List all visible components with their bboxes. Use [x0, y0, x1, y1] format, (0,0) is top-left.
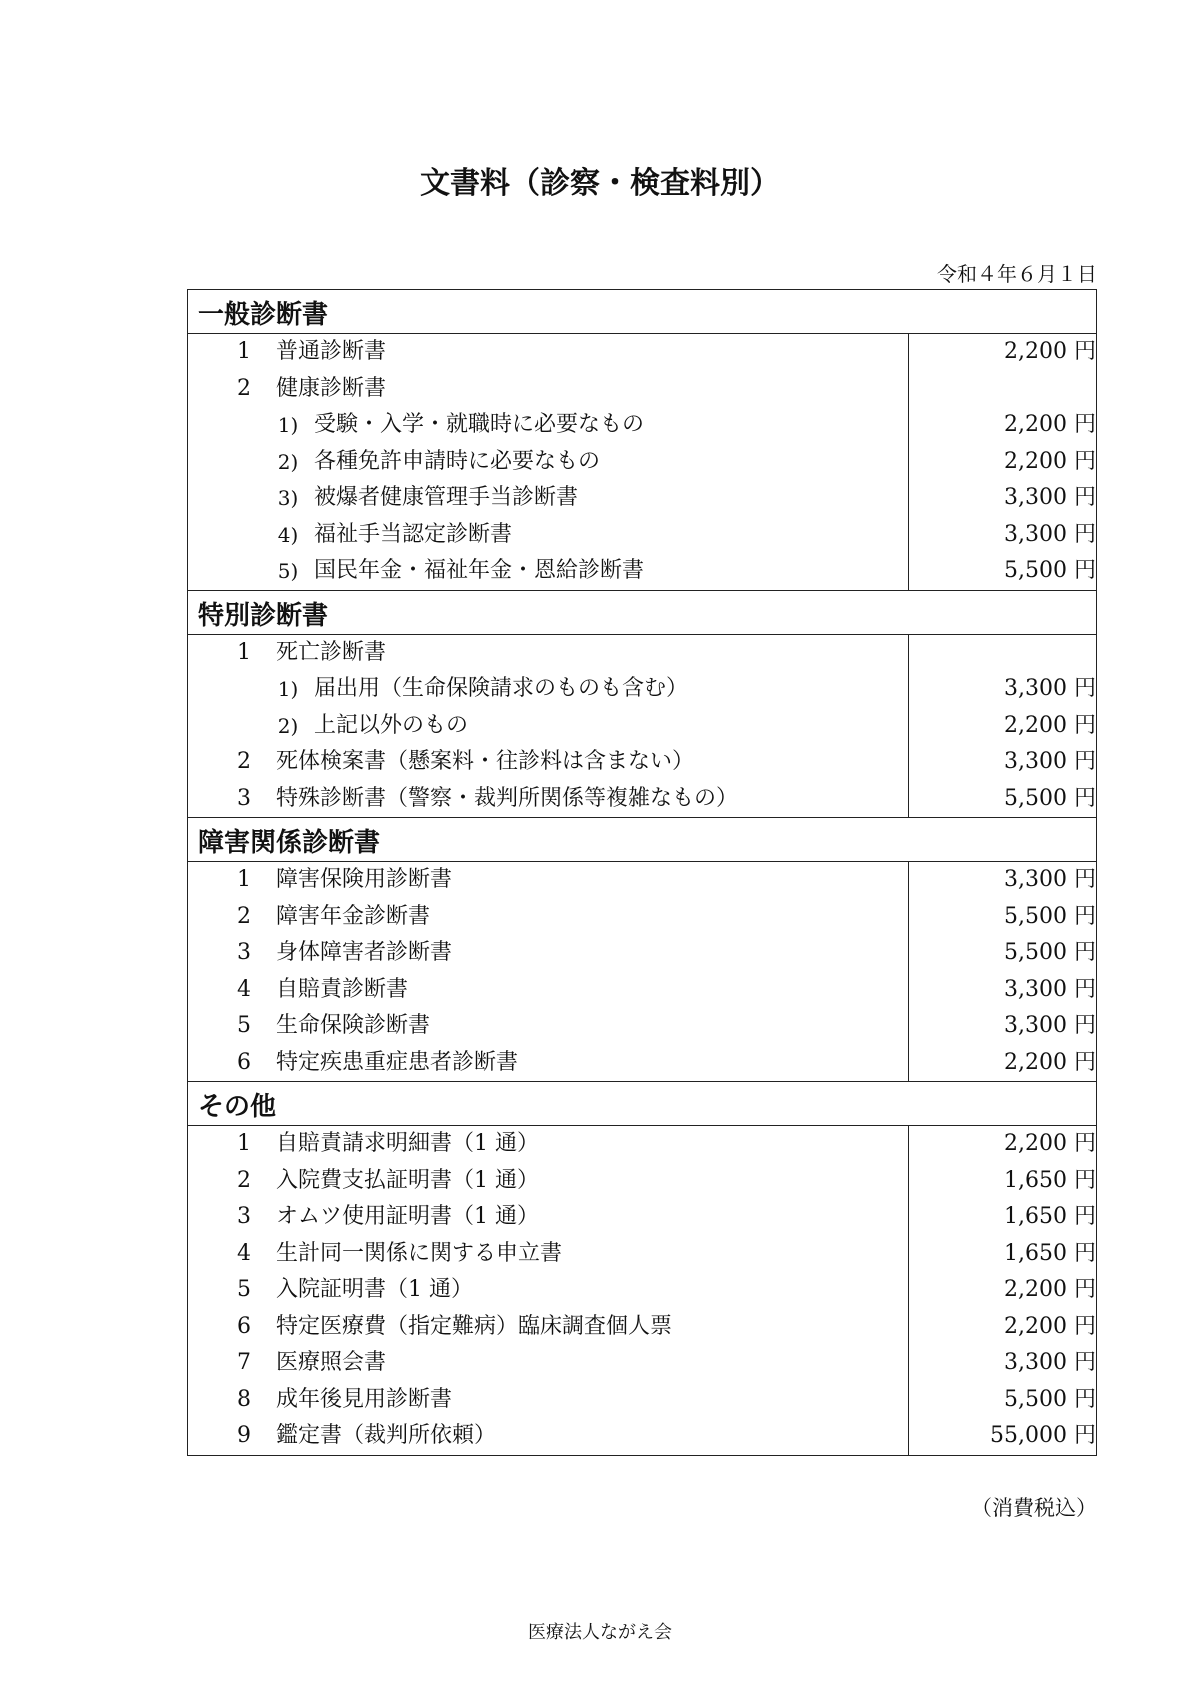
item-number: 2 [237, 1167, 251, 1193]
item-number: 8 [237, 1386, 251, 1412]
item-label: 普通診断書 [276, 339, 387, 364]
page-title: 文書料（診察・検査料別） [420, 166, 780, 201]
sub-list-item [188, 444, 908, 481]
item-price [909, 371, 1096, 408]
item-number: 3) [277, 486, 299, 510]
item-price: 2,200 円 [1004, 1049, 1097, 1075]
section-header [188, 818, 1097, 862]
sub-list-item [188, 671, 908, 708]
item-number: 5 [237, 1277, 251, 1302]
sub-list-item [188, 708, 908, 745]
footer-org-name: 医療法人ながえ会 [528, 1622, 672, 1643]
item-price: 1,650 円 [1004, 1167, 1097, 1193]
item-number: 5 [237, 1013, 251, 1038]
item-price: 3,300 円 [1004, 676, 1097, 701]
item-number: 2 [237, 375, 251, 401]
list-item [188, 781, 908, 818]
item-price: 2,200 円 [1004, 1313, 1097, 1339]
list-item [188, 899, 908, 936]
item-price: 3,300 円 [1004, 521, 1097, 547]
item-label: 特殊診断書（警察・裁判所関係等複雑なもの） [276, 785, 739, 811]
item-number: 2) [277, 449, 299, 474]
list-item [188, 862, 908, 899]
item-number: 6 [237, 1313, 251, 1339]
section-heading: 一般診断書 [188, 290, 1097, 334]
sub-list-item [188, 517, 908, 554]
item-label: 届出用（生命保険請求のものも含む） [314, 676, 689, 701]
item-price: 3,300 円 [1004, 749, 1097, 774]
item-number: 4 [237, 976, 251, 1002]
item-price: 5,500 円 [1004, 785, 1097, 811]
list-item [188, 635, 908, 672]
item-price: 5,500 円 [1004, 940, 1097, 965]
item-label: 自賠責請求明細書（1 通） [276, 1131, 539, 1156]
item-number: 3 [237, 785, 251, 811]
item-label: 自賠責診断書 [276, 976, 409, 1002]
item-label: 医療照会書 [276, 1350, 387, 1375]
item-label: 受験・入学・就職時に必要なもの [314, 412, 645, 437]
item-label: 死体検案書（懸案料・往診料は含まない） [276, 749, 695, 774]
item-price: 5,500 円 [1004, 903, 1097, 929]
item-number: 1 [237, 867, 251, 892]
section-header [188, 290, 1097, 334]
list-item [188, 1236, 908, 1273]
item-number: 9 [237, 1423, 251, 1448]
item-price: 2,200 円 [1004, 448, 1097, 474]
price-column [909, 1126, 1097, 1456]
item-label: 上記以外のもの [314, 712, 469, 738]
list-item [188, 334, 908, 371]
list-item [188, 1008, 908, 1045]
item-column [188, 1126, 909, 1456]
section-heading: 障害関係診断書 [188, 818, 1097, 862]
item-price: 3,300 円 [1004, 1350, 1097, 1375]
item-column [188, 862, 909, 1082]
section-header [188, 590, 1097, 634]
item-number: 5) [277, 559, 299, 583]
item-number: 6 [237, 1049, 251, 1075]
section-heading: 特別診断書 [188, 590, 1097, 634]
list-item [188, 1163, 908, 1200]
sub-list-item [188, 407, 908, 444]
item-price: 5,500 円 [1004, 558, 1097, 583]
item-label: 生計同一関係に関する申立書 [276, 1240, 563, 1266]
item-price: 1,650 円 [1004, 1240, 1097, 1266]
item-label: 被爆者健康管理手当診断書 [314, 485, 579, 510]
section-body [188, 1126, 1097, 1456]
item-number: 1 [237, 639, 251, 665]
item-label: 死亡診断書 [276, 639, 387, 665]
item-label: 入院費支払証明書（1 通） [276, 1167, 539, 1193]
item-price: 3,300 円 [1004, 485, 1097, 510]
item-price: 3,300 円 [1004, 867, 1097, 892]
list-item [188, 1345, 908, 1382]
list-item [188, 1199, 908, 1236]
item-column [188, 634, 909, 818]
item-label: 特定医療費（指定難病）臨床調査個人票 [276, 1313, 673, 1339]
sub-list-item [188, 480, 908, 517]
price-column [909, 634, 1097, 818]
item-price: 1,650 円 [1004, 1204, 1097, 1229]
price-column [909, 334, 1097, 591]
item-number: 1) [277, 413, 299, 437]
item-number: 1 [237, 339, 251, 364]
item-price: 2,200 円 [1004, 412, 1097, 437]
section-body [188, 634, 1097, 818]
section-body [188, 334, 1097, 591]
item-price: 5,500 円 [1004, 1386, 1097, 1412]
item-label: 障害保険用診断書 [276, 867, 453, 892]
item-label: 鑑定書（裁判所依頼） [276, 1423, 497, 1448]
list-item [188, 371, 908, 408]
item-label: 身体障害者診断書 [276, 940, 453, 965]
sub-list-item [188, 553, 908, 590]
fee-table [187, 289, 1097, 1456]
list-item [188, 1126, 908, 1163]
list-item [188, 1418, 908, 1455]
item-number: 4) [277, 522, 299, 547]
item-label: 健康診断書 [276, 375, 387, 401]
item-price: 55,000 円 [990, 1423, 1097, 1448]
item-number: 2 [237, 903, 251, 929]
list-item [188, 744, 908, 781]
list-item [188, 1272, 908, 1309]
item-number: 3 [237, 1204, 251, 1229]
section-heading: その他 [188, 1082, 1097, 1126]
item-price: 2,200 円 [1004, 339, 1097, 364]
price-column [909, 862, 1097, 1082]
list-item [188, 935, 908, 972]
item-number: 4 [237, 1240, 251, 1266]
issue-date: 令和４年６月１日 [937, 262, 1097, 286]
tax-note: （消費税込） [971, 1496, 1097, 1520]
section-body [188, 862, 1097, 1082]
item-price: 3,300 円 [1004, 976, 1097, 1002]
item-price: 2,200 円 [1004, 1277, 1097, 1302]
item-label: 障害年金診断書 [276, 903, 431, 929]
item-number: 1 [237, 1131, 251, 1156]
item-label: 各種免許申請時に必要なもの [314, 448, 601, 474]
item-label: 成年後見用診断書 [276, 1386, 453, 1412]
item-price [909, 635, 1096, 672]
item-number: 2 [237, 749, 251, 774]
list-item [188, 1309, 908, 1346]
list-item [188, 972, 908, 1009]
item-label: 生命保険診断書 [276, 1013, 431, 1038]
item-number: 2) [277, 713, 299, 738]
list-item [188, 1045, 908, 1082]
item-price: 3,300 円 [1004, 1013, 1097, 1038]
item-label: 国民年金・福祉年金・恩給診断書 [314, 558, 645, 583]
item-number: 7 [237, 1350, 251, 1375]
list-item [188, 1382, 908, 1419]
item-column [188, 334, 909, 591]
item-label: 入院証明書（1 通） [276, 1277, 473, 1302]
item-number: 3 [237, 940, 251, 965]
section-header [188, 1082, 1097, 1126]
item-price: 2,200 円 [1004, 1131, 1097, 1156]
item-label: 特定疾患重症患者診断書 [276, 1049, 519, 1075]
item-number: 1) [277, 677, 299, 701]
item-price: 2,200 円 [1004, 712, 1097, 738]
item-label: オムツ使用証明書（1 通） [276, 1204, 539, 1229]
item-label: 福祉手当認定診断書 [314, 521, 513, 547]
